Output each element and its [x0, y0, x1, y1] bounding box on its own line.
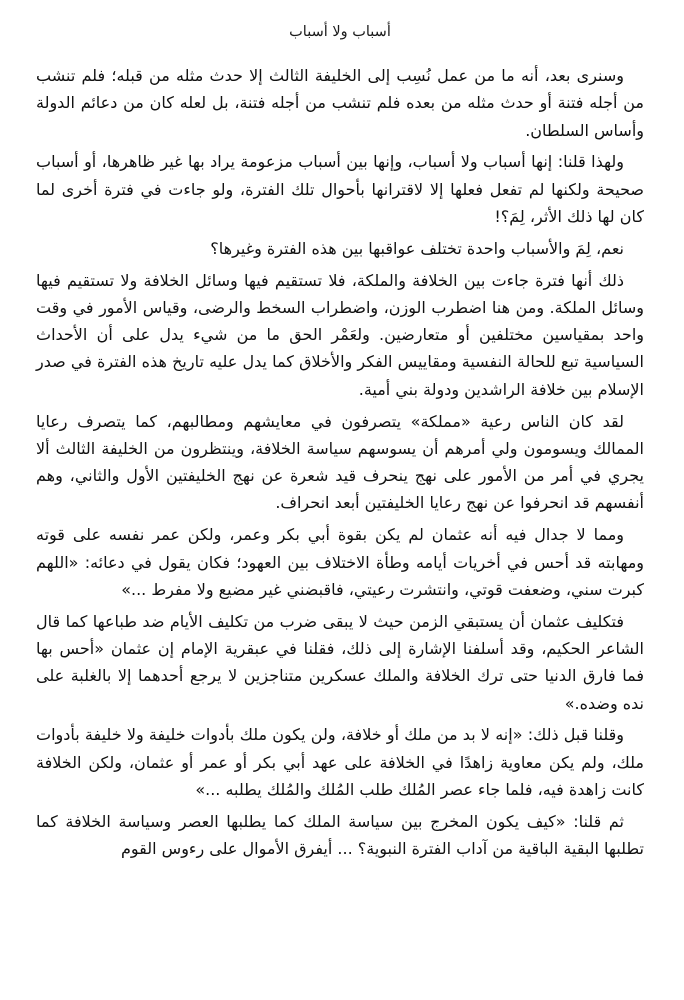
running-header: أسباب ولا أسباب [289, 24, 391, 40]
paragraph-6: ومما لا جدال فيه أنه عثمان لم يكن بقوة أبي بكر وعمر، ولكن عمر نفسه على قوته ومهابته قد أحس في أخريات أيامه وطأة الاختلاف بين العهود؛ فكان يقول في دعائه: «اللهم كبرت سني، وضعفت قوتي، وانتشرت رعيتي، فاقبضني غير مضيع ولا مفرط ...» [36, 525, 644, 599]
paragraph-2: ولهذا قلنا: إنها أسباب ولا أسباب، وإنها بين أسباب مزعومة يراد بها غير ظاهرها، أو أسباب صحيحة ولكنها لم تفعل فعلها إلا لاقترانها بأحوال تلك الفترة، ولو جاءت في فترة أخرى لما كان لها ذلك الأثر، لِمَ؟! [36, 152, 644, 226]
paragraph-3: نعم، لِمَ والأسباب واحدة تختلف عواقبها بين هذه الفترة وغيرها؟ [210, 238, 624, 258]
body-text [36, 62, 644, 862]
paragraph-4: ذلك أنها فترة جاءت بين الخلافة والملكة، فلا تستقيم فيها وسائل الخلافة ولا تستقيم فيها وسائل الملكة. ومن هنا اضطرب الوزن، واضطراب السخط والرضى، وقياس الأمور في وقت واحد بمقياسين مختلفين أو متعارضين. ولعَمْر الحق ما من شيء يدل على أن الأحداث السياسية تبع للحالة النفسية ومقاييس الفكر والأخلاق كما يدل عليه تاريخ هذه الفترة في صدر الإسلام بين خلافة الراشدين ودولة بني أمية. [36, 270, 644, 399]
paragraph-5: لقد كان الناس رعية «مملكة» يتصرفون في معايشهم ومطالبهم، كما يتصرف رعايا الممالك ويسومون ولي أمرهم أن يسوسهم سياسة الخلافة، وينتظرون من الخليفة الثالث ألا يجري في أمر من الأمور على نهج ينحرف قيد شعرة عن نهج الخليفتين الأول والثاني، وهم أنفسهم قد انحرفوا عن نهج رعايا الخليفتين أبعد انحراف. [36, 411, 644, 513]
paragraph-7: فتكليف عثمان أن يستبقي الزمن حيث لا يبقى ضرب من تكليف الأيام ضد طباعها كما قال الشاعر الحكيم، وقد أسلفنا الإشارة إلى ذلك، فقلنا في عبقرية الإمام إن عثمان «أحس بها فما فارق الدنيا حتى ترك الخلافة والملك عسكرين متناجزين لا يرجع أحدهما إلا بالغلبة على نده وضده.» [36, 611, 644, 713]
paragraph-8: وقلنا قبل ذلك: «إنه لا بد من ملك أو خلافة، ولن يكون ملك بأدوات خليفة ولا خليفة بأدوات ملك، ولم يكن معاوية زاهدًا في الخلافة على عهد أبي بكر أو عمر أو عثمان، ولكن الخلافة كانت زاهدة فيه، فلما جاء عصر المُلك طلب المُلك والمُلك يطلبه ...» [36, 725, 644, 799]
paragraph-9: ثم قلنا: «كيف يكون المخرج بين سياسة الملك كما يطلبها العصر وسياسة الخلافة كما تطلبها البقية الباقية من آداب الفترة النبوية؟ ... أيفرق الأموال على رءوس القوم [36, 811, 644, 859]
paragraph-1: وسنرى بعد، أنه ما من عمل نُسِب إلى الخليفة الثالث إلا حدث مثله من قبله؛ فلم تنشب من أجله فتنة أو حدث مثله من بعده فلم تنشب من أجله فتنة، بل لعله كان من دعائم الدولة وأساس السلطان. [36, 66, 644, 140]
